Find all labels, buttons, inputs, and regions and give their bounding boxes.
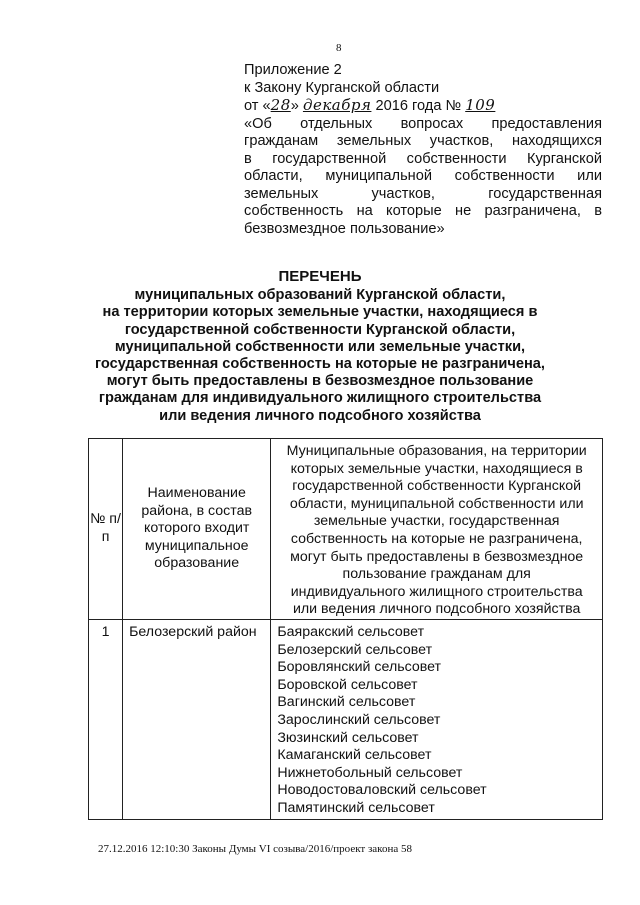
municipality-item: Баяракский сельсовет [277,623,425,640]
appendix-desc-line: земельных участков, государственная [244,185,602,202]
appendix-desc-line: гражданам земельных участков, находящихся [244,133,602,149]
header-num: № п/п [89,439,123,620]
page-number: 8 [336,42,342,54]
municipality-item: Белозерский сельсовет [277,641,433,658]
row-num: 1 [89,619,123,820]
header-mun-line: области, муниципальной собственности или [289,495,584,512]
header-mun-line: могут быть предоставлены в безвозмездное [290,548,584,565]
appendix-title: Приложение 2 [244,62,342,78]
table-header-row [89,439,603,620]
table-row [89,619,603,820]
date-mid: » [290,98,299,114]
municipality-item: Боровлянский сельсовет [277,659,442,676]
appendix-desc-line: в государственной собственности Курганской [244,150,602,167]
title-heading: ПЕРЕЧЕНЬ [278,268,362,285]
municipality-item: Боровской сельсовет [277,676,418,693]
title-line: на территории которых земельные участки, находящиеся в [102,304,538,321]
appendix-law-ref: к Закону Курганской области [244,79,440,96]
municipality-item: Памятинский сельсовет [277,799,435,816]
municipality-item: Нижнетобольный сельсовет [277,764,463,781]
header-mun-line: которых земельные участки, находящиеся в [290,460,583,477]
header-mun-line: земельные участки, государственная [313,513,560,530]
document-title [40,268,600,425]
appendix-desc-line: области, муниципальной собственности или [244,168,602,184]
appendix-header [244,62,602,238]
title-line: или ведения личного подсобного хозяйства [159,407,481,424]
header-mun-line: индивидуального жилищного строительства [290,583,583,600]
handwritten-day: 28 [270,96,291,114]
appendix-desc-line: «Об отдельных вопросах предоставления [244,115,602,132]
header-mun-line: собственность на которые не разграничена, [290,530,583,547]
date-prefix: от « [244,98,271,114]
row-district: Белозерский район [123,619,271,820]
municipality-item: Зюзинский сельсовет [277,729,419,746]
appendix-date-line [244,97,602,116]
header-mun-line: государственной собственности Курганской [292,478,582,495]
appendix-desc-line: безвозмездное пользование» [244,220,445,237]
municipality-item: Зарослинский сельсовет [277,711,441,728]
header-mun-line: или ведения личного подсобного хозяйства [292,601,581,618]
title-line: государственной собственности Курганской области, [124,321,516,338]
year-text: 2016 года № [375,98,462,114]
appendix-desc-line: собственность на которые не разграничена, в [244,203,602,219]
handwritten-number: 109 [465,96,496,114]
header-mun-line: Муниципальные образования, на территории [286,443,587,459]
municipality-item: Камаганский сельсовет [277,747,432,764]
municipalities-table [88,438,603,820]
title-line: муниципальной собственности или земельные участки, [114,338,526,355]
header-mun-line: пользование гражданам для [342,566,531,583]
header-district: Наименование района, в состав которого входит муниципальное образование [123,439,271,620]
municipality-item: Новодостоваловский сельсовет [277,782,487,799]
row-municipalities [271,619,603,820]
municipality-item: Вагинский сельсовет [277,694,416,711]
title-line: гражданам для индивидуального жилищного строительства [98,390,542,407]
title-line: муниципальных образований Курганской области, [134,287,506,304]
footer-stamp: 27.12.2016 12:10:30 Законы Думы VI созыва/2016/проект закона 58 [98,843,412,855]
title-line: государственная собственность на которые не разграничена, [95,356,545,373]
title-line: могут быть предоставлены в безвозмездное пользование [106,373,534,390]
header-municipalities [271,439,603,620]
handwritten-month: декабря [302,96,372,114]
